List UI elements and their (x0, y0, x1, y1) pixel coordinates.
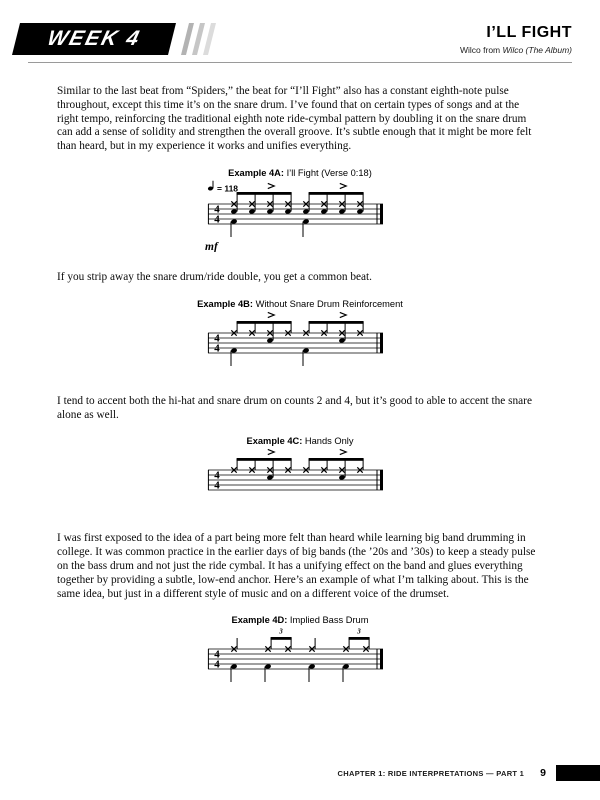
example-4c-label: Example 4C: (246, 436, 303, 447)
example-4d (57, 615, 543, 687)
time-signature (214, 470, 220, 492)
beams (237, 458, 364, 461)
paragraph-big-band: I was first exposed to the idea of a part being more felt than heard while learning big band drumming in college. It was common practice in the earlier days of big bands (the ’20s and ’30s) to keep a steady pulse on the bass drum and not just the ride cymbal. It has a unifying effect on the band and glues everything together by providing a subtle, low-end anchor. Here’s an example of what I’m talking about. This is the same idea, but just in a different style of music and on a different voice of the drumset. (57, 532, 536, 600)
song-title-block (460, 24, 572, 55)
song-title: I’LL FIGHT (486, 24, 572, 41)
notation-4b (57, 311, 543, 371)
footer-chapter: CHAPTER 1: RIDE INTERPRETATIONS — PART 1 (337, 768, 525, 778)
week-banner (12, 23, 176, 55)
example-4d-title: Implied Bass Drum (287, 615, 369, 626)
svg-text:4: 4 (214, 332, 220, 345)
beams (237, 192, 364, 195)
notation-4a (57, 180, 543, 252)
snare-notes (267, 338, 346, 344)
staff-lines (208, 470, 383, 493)
music-notation (200, 180, 400, 252)
example-4d-label: Example 4D: (231, 615, 288, 626)
svg-text:4: 4 (214, 649, 220, 662)
music-notation (200, 311, 400, 371)
time-signature (214, 204, 220, 226)
beams (271, 637, 370, 640)
svg-text:4: 4 (214, 659, 220, 672)
example-4a-label: Example 4A: (228, 167, 284, 178)
example-4b (57, 299, 543, 371)
example-4b-title: Without Snare Drum Reinforcement (252, 298, 403, 309)
example-4a (57, 168, 543, 252)
time-signature (214, 332, 220, 354)
tempo-marking (208, 181, 239, 194)
accent-marks (268, 450, 346, 455)
svg-text:4: 4 (214, 213, 220, 226)
dynamic-marking (205, 241, 219, 252)
snare-notes (267, 475, 346, 481)
bass-drum-notes (231, 348, 310, 366)
svg-text:4: 4 (214, 203, 220, 216)
song-subtitle (460, 45, 572, 55)
page-header (0, 0, 600, 64)
page-footer (0, 765, 600, 781)
svg-text:4: 4 (214, 480, 220, 493)
svg-text:= 118: = 118 (217, 183, 239, 194)
artist-prefix: Wilco from (459, 45, 503, 55)
example-4a-title: I’ll Fight (Verse 0:18) (283, 167, 372, 178)
accent-marks (268, 312, 346, 317)
example-4c-title: Hands Only (302, 436, 354, 447)
decorative-stripe (203, 23, 216, 55)
notation-4c (57, 448, 543, 508)
svg-text:mf: mf (205, 240, 218, 252)
ride-notes (231, 638, 369, 652)
header-rule (28, 62, 572, 63)
footer-page-number: 9 (540, 767, 546, 779)
example-4d-caption (57, 615, 543, 625)
music-notation (200, 448, 400, 508)
week-label: WEEK 4 (44, 27, 144, 50)
accent-marks (268, 183, 346, 188)
music-notation (200, 627, 400, 687)
example-4c-caption (57, 436, 543, 446)
beams (237, 321, 364, 324)
example-4c (57, 436, 543, 508)
example-4a-caption (57, 168, 543, 178)
paragraph-strip-away: If you strip away the snare drum/ride double, you get a common beat. (57, 270, 372, 283)
bass-drum-notes (231, 219, 310, 237)
svg-text:4: 4 (214, 470, 220, 483)
svg-text:4: 4 (214, 342, 220, 355)
svg-text:3: 3 (279, 627, 283, 636)
album-name: Wilco (The Album) (502, 45, 572, 55)
notation-4d (57, 627, 543, 687)
triplet-marks (278, 628, 361, 636)
paragraph-intro: Similar to the last beat from “Spiders,” the beat for “I’ll Fight” also has a constant eighth-note pulse throughout, except this time it’s on the snare drum. I’ve found that on certain types of songs and at the right tempo, reinforcing the traditional eighth note ride-cymbal pattern by doubling it on the snare drum can add a sense of solidity and strengthen the overall groove. It’s subtle enough that it might be more felt than heard, but in my experience it works and unifies everything. (57, 85, 532, 153)
footer-corner-bar (556, 765, 600, 781)
paragraph-accents: I tend to accent both the hi-hat and snare drum on counts 2 and 4, but it’s good to able to accent the snare alone as well. (57, 394, 532, 421)
svg-text:3: 3 (357, 627, 361, 636)
example-4b-label: Example 4B: (197, 298, 253, 309)
page-content (0, 85, 600, 687)
bass-drum-notes (231, 664, 350, 682)
snare-notes (231, 209, 364, 215)
time-signature (214, 649, 220, 671)
example-4b-caption (57, 299, 543, 309)
